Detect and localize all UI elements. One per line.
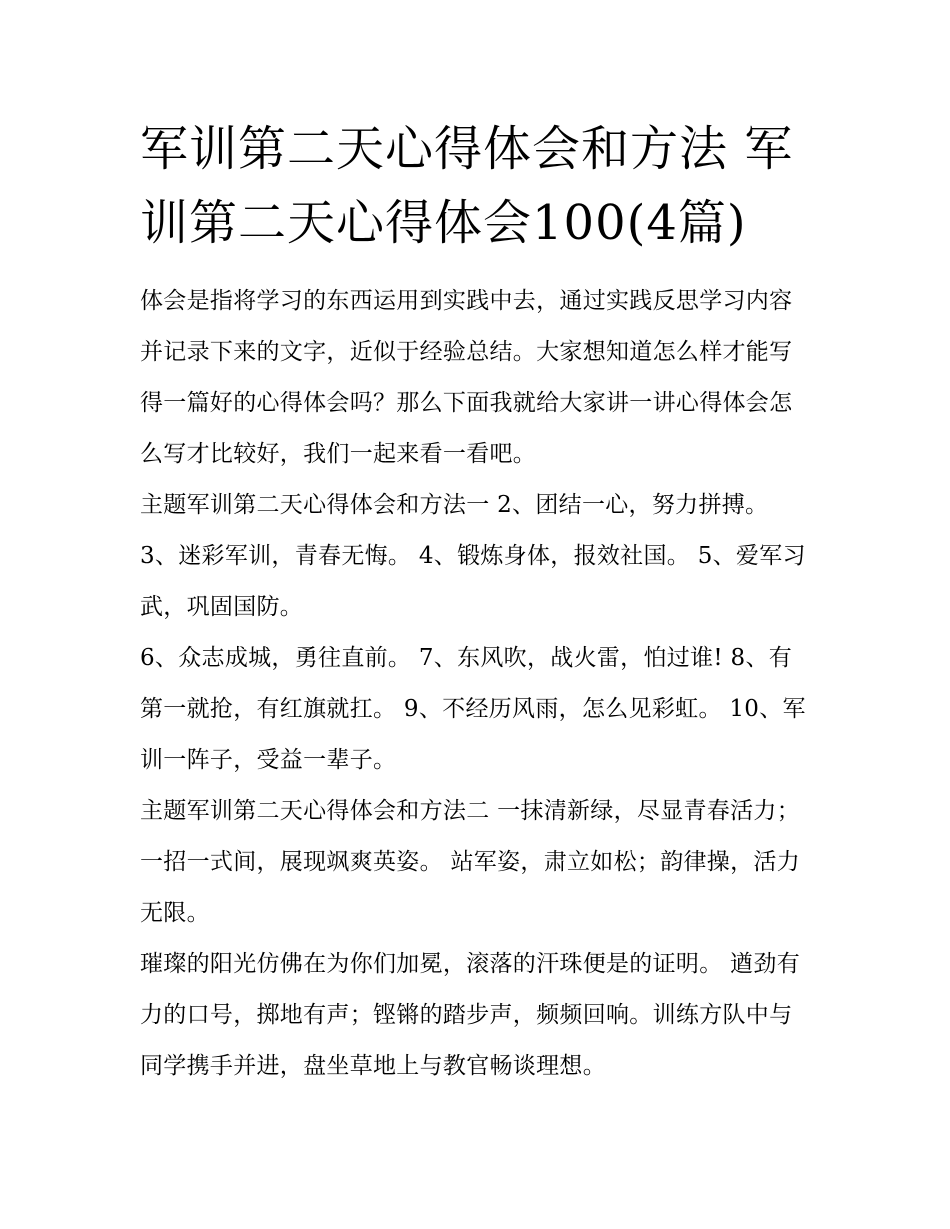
document-title: 军训第二天心得体会和方法 军训第二天心得体会100(4篇) [140, 121, 794, 251]
paragraph-method-one: 主题军训第二天心得体会和方法一 2、团结一心，努力拼搏。 3、迷彩军训，青春无悔。 4、锻炼身体，报效社国。 5、爱军习武，巩固国防。 [140, 492, 806, 620]
document-page [140, 112, 812, 1092]
paragraph-method-two: 主题军训第二天心得体会和方法二 一抹清新绿，尽显青春活力；一招一式间，展现飒爽英姿。 站军姿，肃立如松；韵律操，活力无限。 [140, 798, 801, 926]
paragraph-intro: 体会是指将学习的东西运用到实践中去，通过实践反思学习内容并记录下来的文字，近似于经验总结。大家想知道怎么样才能写得一篇好的心得体会吗？那么下面我就给大家讲一讲心得体会怎么写才比较好，我们一起来看一看吧。 [140, 288, 793, 467]
paragraph-sunshine: 璀璨的阳光仿佛在为你们加冕，滚落的汗珠便是的证明。 遒劲有力的口号，掷地有声；铿锵的踏步声，频频回响。训练方队中与同学携手并进，盘坐草地上与教官畅谈理想。 [140, 951, 801, 1079]
document-body [140, 276, 812, 1092]
paragraph-slogans: 6、众志成城，勇往直前。 7、东风吹，战火雷，怕过谁! 8、有第一就抢，有红旗就扛。 9、不经历风雨，怎么见彩虹。 10、军训一阵子，受益一辈子。 [140, 645, 806, 773]
